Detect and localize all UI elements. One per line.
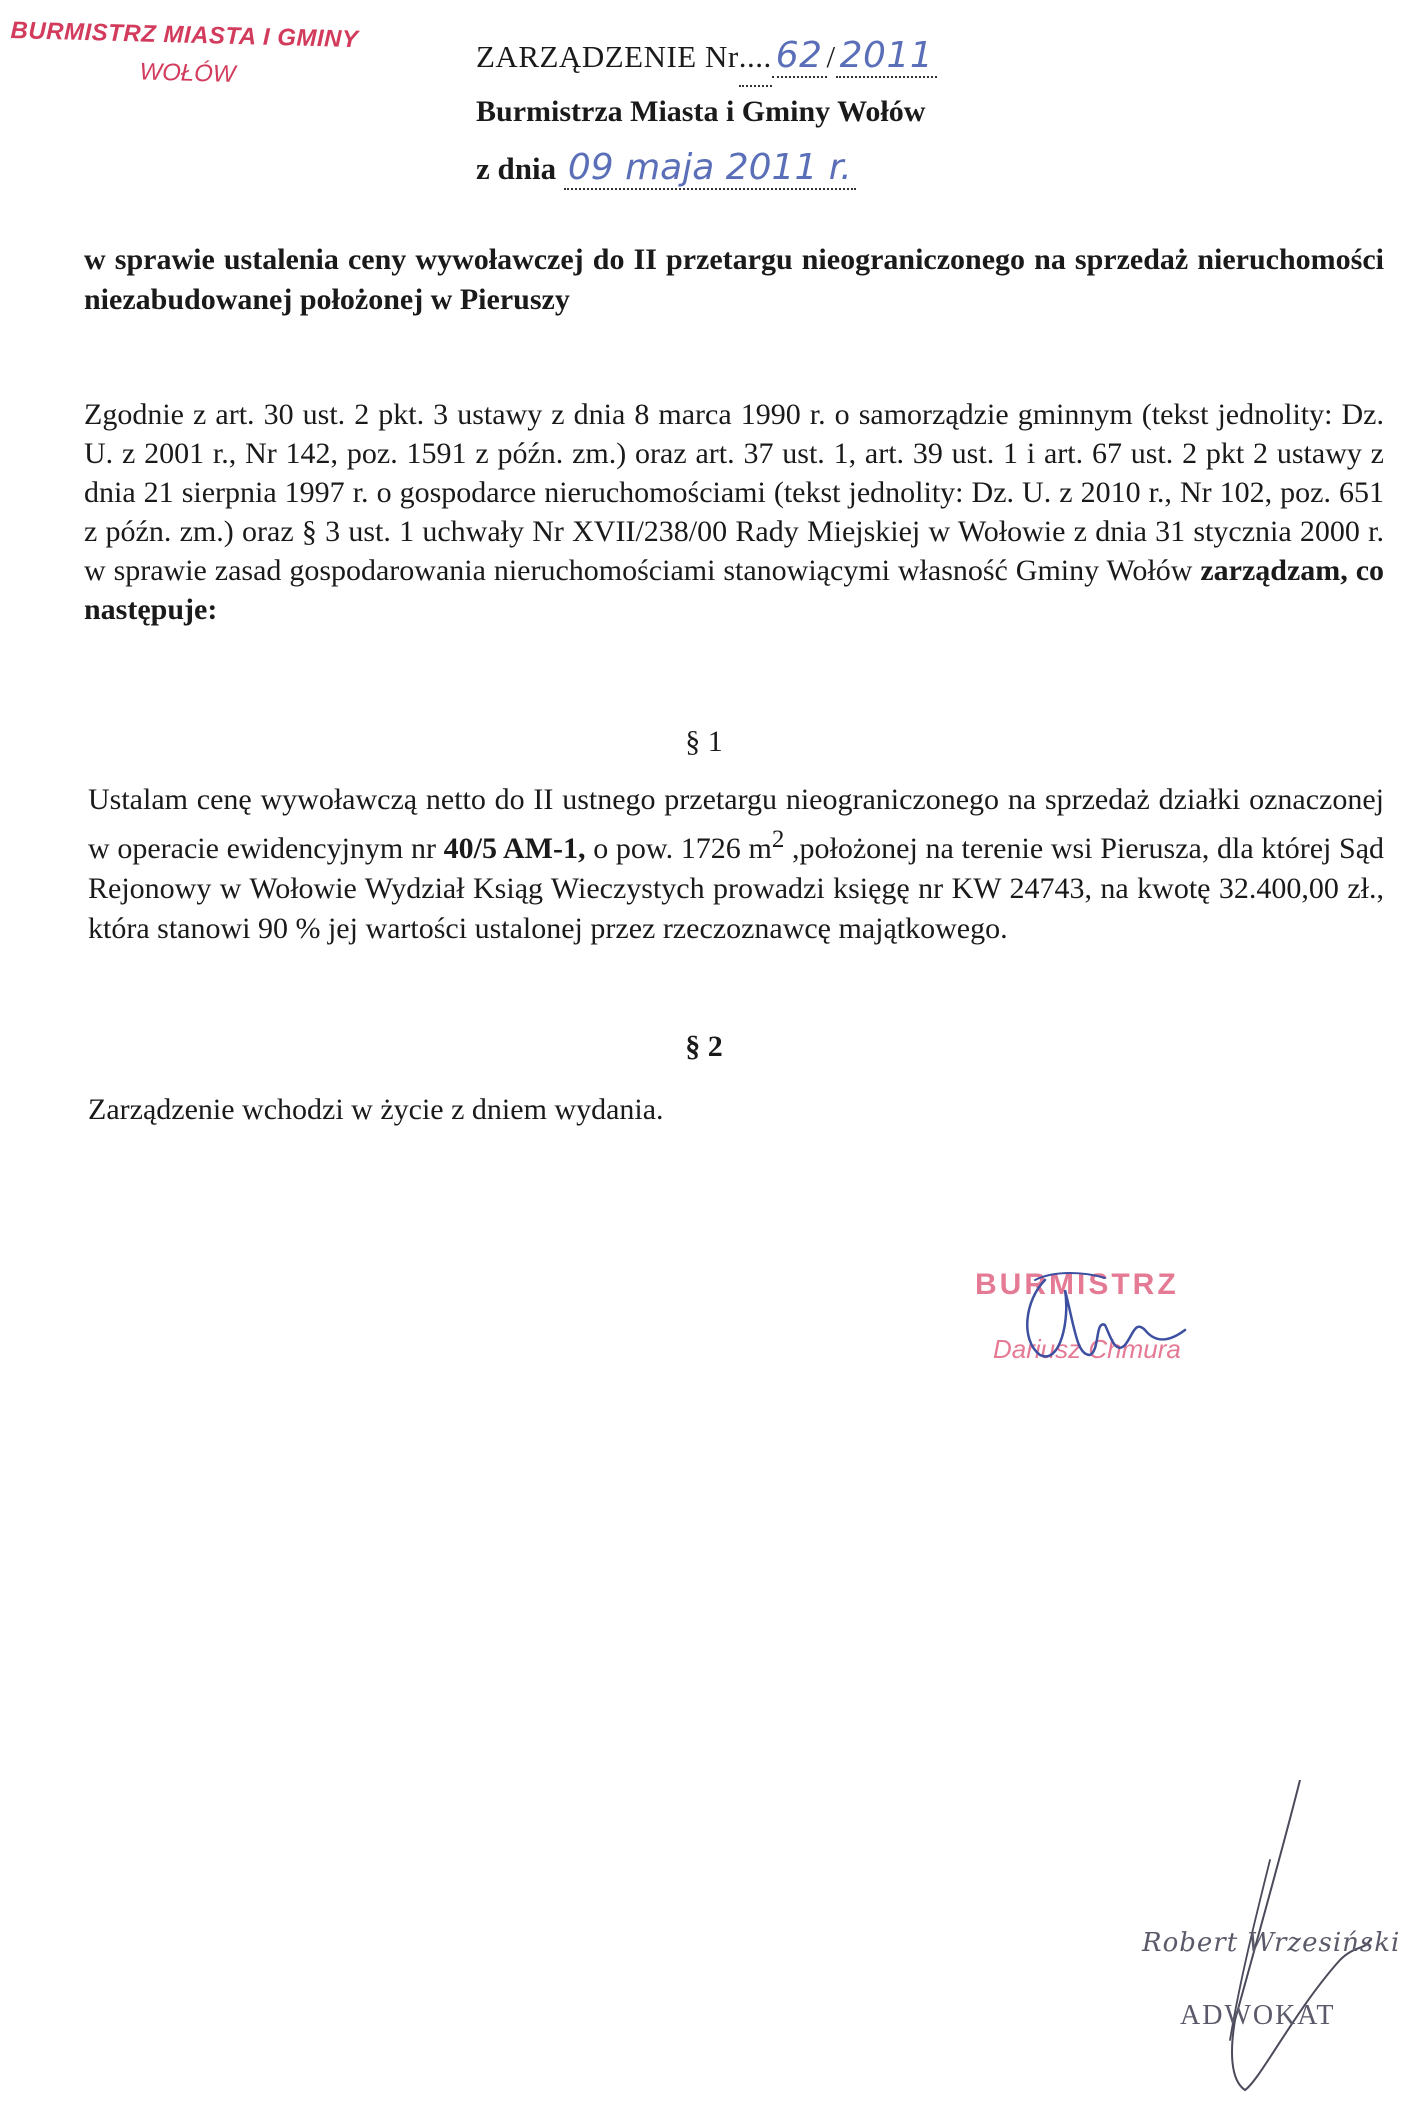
order-number-separator: /	[826, 39, 836, 74]
order-number-handwritten: 62	[772, 35, 827, 78]
mayor-handwritten-signature	[1015, 1260, 1235, 1380]
office-stamp-line2: WOŁÓW	[139, 58, 236, 88]
section-2-heading: § 2	[685, 1030, 723, 1063]
order-title-prefix: ZARZĄDZENIE Nr	[476, 39, 739, 74]
section-1-text-a: Ustalam cenę wywoławczą netto do II ustnego przetargu nieograniczonego na sprzedaż działki oznaczonej w operacie ewidencyjnym nr	[88, 783, 1384, 865]
section-1-heading: § 1	[685, 725, 723, 758]
mayor-stamp-name: Dariusz Chmura	[993, 1334, 1181, 1364]
order-issuer: Burmistrza Miasta i Gminy Wołów	[476, 95, 926, 128]
section-1-text-b: o pow. 1726 m	[593, 832, 772, 865]
order-year-handwritten: 2011	[836, 35, 938, 78]
order-title: ZARZĄDZENIE Nr.... 62 / 2011	[476, 28, 1036, 84]
lawyer-signature-stamp	[1120, 1780, 1408, 2110]
order-date-handwritten: 09 maja 2011 r.	[564, 147, 856, 190]
legal-basis	[84, 395, 1384, 629]
area-unit-superscript: 2	[771, 826, 785, 853]
section-1-text	[88, 780, 1384, 949]
section-2-text: Zarządzenie wchodzi w życie z dniem wydania.	[88, 1093, 664, 1126]
lawyer-stamp-role: ADWOKAT	[1180, 2000, 1336, 2031]
parcel-number: 40/5 AM-1,	[443, 832, 586, 865]
order-subject: w sprawie ustalenia ceny wywoławczej do II przetargu nieograniczonego na sprzedaż nieruchomości niezabudowanej położonej w Pieruszy	[84, 243, 1384, 316]
legal-basis-text: Zgodnie z art. 30 ust. 2 pkt. 3 ustawy z dnia 8 marca 1990 r. o samorządzie gminnym (tekst jednolity: Dz. U. z 2001 r., Nr 142, poz. 1591 z późn. zm.) oraz art. 37 ust. 1, art. 39 ust. 1 i art. 67 ust. 2 pkt 2 ustawy z dnia 21 sierpnia 1997 r. o gospodarce nieruchomościami (tekst jednolity: Dz. U. z 2010 r., Nr 102, poz. 651 z późn. zm.) oraz § 3 ust. 1 uchwały Nr XVII/238/00 Rady Miejskiej w Wołowie z dnia 31 stycznia 2000 r. w sprawie zasad gospodarowania nieruchomościami stanowiącymi własność Gminy Wołów	[84, 398, 1384, 587]
legal-basis-conclusion: zarządzam, co następuje:	[84, 554, 1385, 626]
office-stamp	[9, 17, 391, 93]
section-1-text-c: ,położonej na terenie wsi Pierusza, dla której Sąd Rejonowy w Wołowie Wydział Ksiąg Wieczystych prowadzi księgę nr KW 24743, na kwotę 32.400,00 zł., która stanowi 90 % jej wartości ustalonej przez rzeczoznawcę majątkowego.	[88, 832, 1385, 945]
order-date-prefix: z dnia	[476, 151, 557, 186]
lawyer-stamp-name: Robert Wrzesiński	[1142, 1928, 1401, 1958]
document-header	[476, 28, 1036, 196]
order-date	[476, 140, 1036, 196]
mayor-signature-stamp	[975, 1260, 1275, 1390]
mayor-stamp-role: BURMISTRZ	[975, 1268, 1179, 1301]
office-stamp-line1: BURMISTRZ MIASTA I GMINY	[10, 17, 359, 54]
